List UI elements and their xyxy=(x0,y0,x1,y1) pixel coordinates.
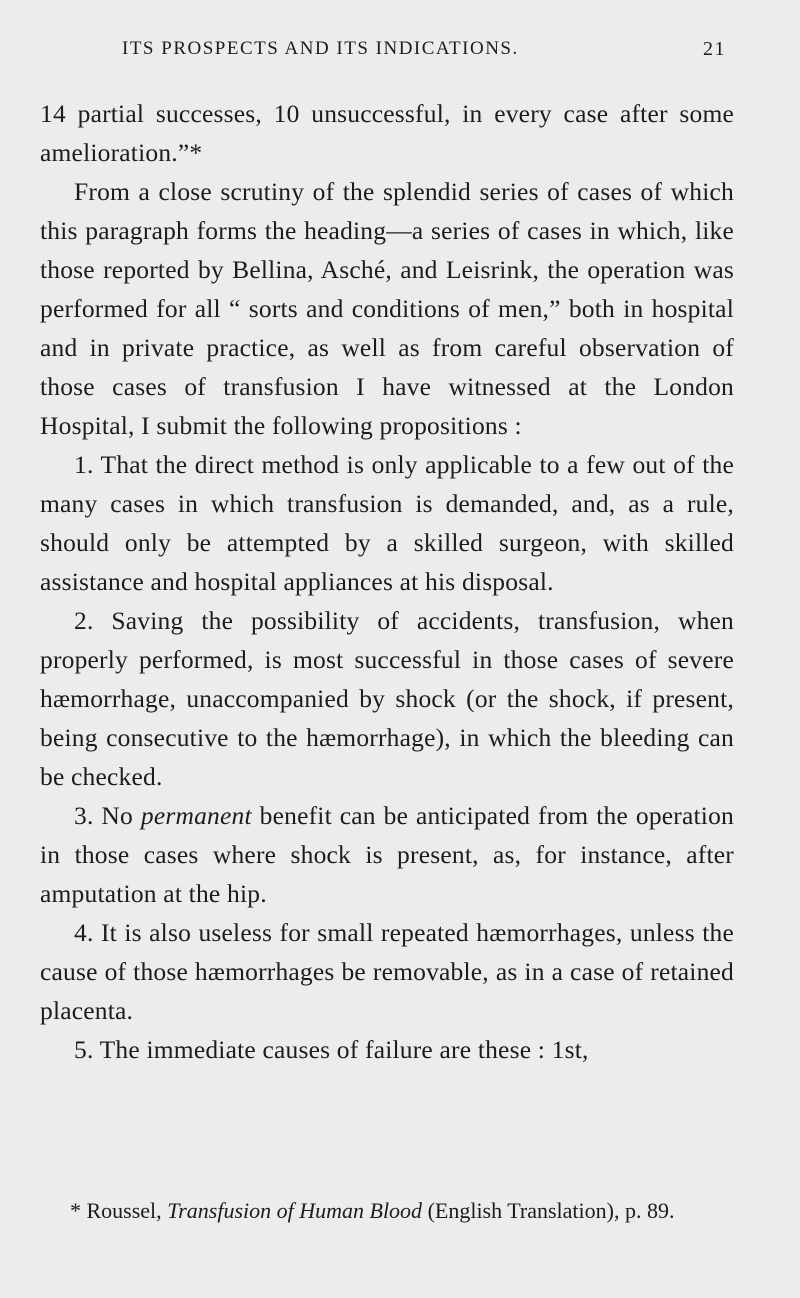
proposition-1: 1. That the direct method is only applicable to a few out of the many cases in which transfusion is demanded, and, as a rule, should only be attempted by a skilled surgeon, with skilled assistance and hospital appliances at his disposal. xyxy=(40,450,734,596)
page-number: 21 xyxy=(703,38,726,60)
proposition-2: 2. Saving the possibility of accidents, transfusion, when properly performed, is most successful in those cases of severe hæmorrhage, unaccompanied by shock (or the shock, if present, being consecutive to the hæmorrhage), in which the bleeding can be checked. xyxy=(40,606,734,791)
proposition-3-start: 3. No xyxy=(74,801,141,830)
footnote-end: (English Translation), p. 89. xyxy=(422,1198,675,1223)
proposition-3-end: benefit can be anticipated from the operation in those cases where shock is present, as, for instance, after amputation at the hip. xyxy=(40,801,734,908)
paragraph-continuation: 14 partial successes, 10 unsuccessful, in every case after some amelioration.”* xyxy=(40,99,734,167)
proposition-4: 4. It is also useless for small repeated hæmorrhages, unless the cause of those hæmorrhages be removable, as in a case of retained placenta. xyxy=(40,918,734,1025)
footnote-text xyxy=(40,1196,734,1226)
body-text xyxy=(40,94,734,1069)
emphasis-permanent: permanent xyxy=(140,801,252,830)
footnote-title: Transfusion of Human Blood xyxy=(167,1198,423,1223)
proposition-5: 5. The immediate causes of failure are these : 1st, xyxy=(74,1035,589,1064)
proposition-3 xyxy=(40,796,734,913)
footnote xyxy=(40,1196,734,1226)
footnote-start: * Roussel, xyxy=(70,1198,168,1223)
running-title: ITS PROSPECTS AND ITS INDICATIONS. xyxy=(122,38,519,59)
running-head xyxy=(40,30,730,70)
paragraph-scrutiny: From a close scrutiny of the splendid series of cases of which this paragraph forms the heading—a series of cases in which, like those reported by Bellina, Asché, and Leisrink, the operation was performed for all “ sorts and conditions of men,” both in hospital and in private practice, as well as from careful observation of those cases of transfusion I have witnessed at the London Hospital, I submit the following propositions : xyxy=(40,177,734,440)
